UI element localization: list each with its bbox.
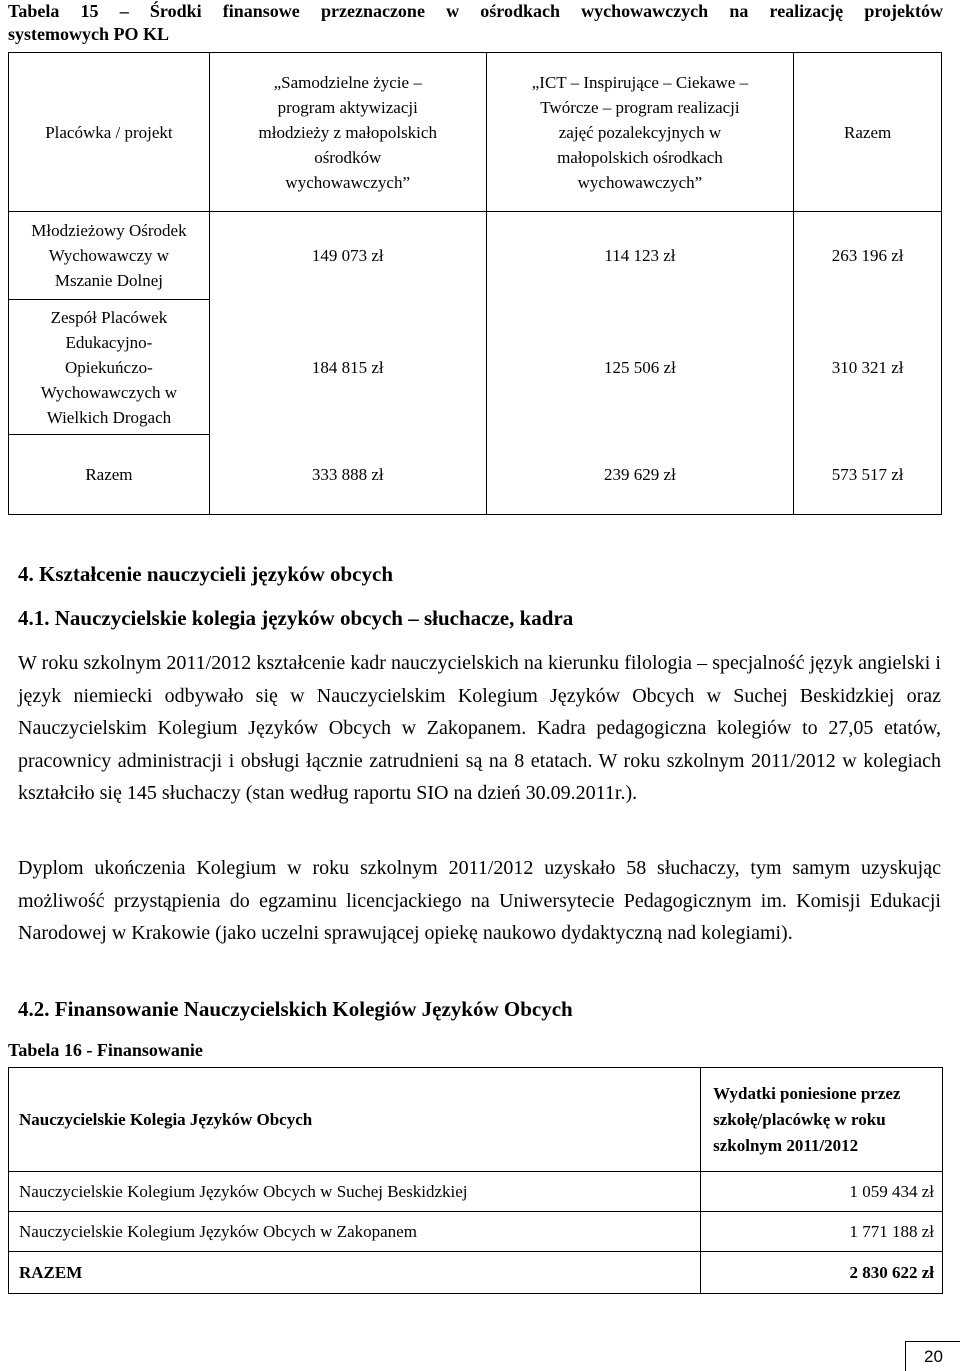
section-heading: 4. Kształcenie nauczycieli języków obcych <box>18 562 394 586</box>
table-row <box>9 300 942 435</box>
table16-row-name: RAZEM <box>9 1252 701 1294</box>
table16-row-value: 1 059 434 zł <box>701 1172 943 1212</box>
table-row <box>9 212 942 300</box>
table15-caption <box>8 0 943 46</box>
table15-row-name: Zespół Placówek Edukacyjno-Opiekuńczo-Wychowawczych w Wielkich Drogach <box>9 300 210 435</box>
table15-row-name: Młodzieżowy Ośrodek Wychowawczy w Mszanie Dolnej <box>9 212 210 300</box>
table16-row-value: 2 830 622 zł <box>701 1252 943 1294</box>
table16-caption: Tabela 16 - Finansowanie <box>8 1040 203 1060</box>
table15-caption-line1: Tabela 15 – Środki finansowe przeznaczone w ośrodkach wychowawczych na realizację projektów <box>8 1 943 21</box>
table16-row-name: Nauczycielskie Kolegium Języków Obcych w Suchej Beskidzkiej <box>9 1172 701 1212</box>
table15-cell: 310 321 zł <box>794 300 942 435</box>
table-row <box>9 1172 943 1212</box>
page-number: 20 <box>905 1341 960 1371</box>
table16-header-cell: Wydatki poniesione przez szkołę/placówkę w roku szkolnym 2011/2012 <box>701 1068 943 1172</box>
table-row <box>9 1252 943 1294</box>
paragraph: Dyplom ukończenia Kolegium w roku szkolnym 2011/2012 uzyskało 58 słuchaczy, tym samym uzyskując możliwość przystąpienia do egzaminu licencjackiego na Uniwersytecie Pedagogicznym im. Komisji Edukacji Narodowej w Krakowie (jako uczelni sprawującej opiekę naukowo dydaktyczną nad kolegiami). <box>18 857 941 945</box>
table15-header-cell: Placówka / projekt <box>9 53 210 212</box>
table15-cell: 125 506 zł <box>486 300 794 435</box>
table15-cell: 333 888 zł <box>209 435 486 515</box>
table16-row-value: 1 771 188 zł <box>701 1212 943 1252</box>
table15-header-cell: Razem <box>794 53 942 212</box>
table15-cell: 573 517 zł <box>794 435 942 515</box>
paragraph: W roku szkolnym 2011/2012 kształcenie kadr nauczycielskich na kierunku filologia – specjalność język angielski i język niemiecki odbywało się w Nauczycielskim Kolegium Języków Obcych w Suchej Beskidzkiej oraz Nauczycielskim Kolegium Języków Obcych w Zakopanem. Kadra pedagogiczna kolegiów to 27,05 etatów, pracownicy administracji i obsługi łącznie zatrudnieni są na 8 etatach. W roku szkolnym 2011/2012 w kolegiach kształciło się 145 słuchaczy (stan według raportu SIO na dzień 30.09.2011r.). <box>18 652 941 805</box>
table15-cell: 114 123 zł <box>486 212 794 300</box>
subsection-heading: 4.2. Finansowanie Nauczycielskich Kolegiów Języków Obcych <box>18 997 573 1021</box>
table16-header-cell: Nauczycielskie Kolegia Języków Obcych <box>9 1068 701 1172</box>
table15-cell: 149 073 zł <box>209 212 486 300</box>
table16-row-name: Nauczycielskie Kolegium Języków Obcych w Zakopanem <box>9 1212 701 1252</box>
table15-cell: 239 629 zł <box>486 435 794 515</box>
table15-header-row <box>9 53 942 212</box>
table16 <box>8 1067 943 1294</box>
subsection-heading: 4.1. Nauczycielskie kolegia języków obcych – słuchacze, kadra <box>18 606 574 630</box>
table15-cell: 184 815 zł <box>209 300 486 435</box>
table15 <box>8 52 942 515</box>
table15-row-name: Razem <box>9 435 210 515</box>
table15-cell: 263 196 zł <box>794 212 942 300</box>
table16-header-row <box>9 1068 943 1172</box>
table15-header-cell: „ICT – Inspirujące – Ciekawe – Twórcze – program realizacji zajęć pozalekcyjnych w małopolskich ośrodkach wychowawczych” <box>486 53 794 212</box>
table15-caption-line2: systemowych PO KL <box>8 24 169 44</box>
table15-header-cell: „Samodzielne życie – program aktywizacji młodzieży z małopolskich ośrodków wychowawczych” <box>209 53 486 212</box>
table-row <box>9 1212 943 1252</box>
table-row <box>9 435 942 515</box>
